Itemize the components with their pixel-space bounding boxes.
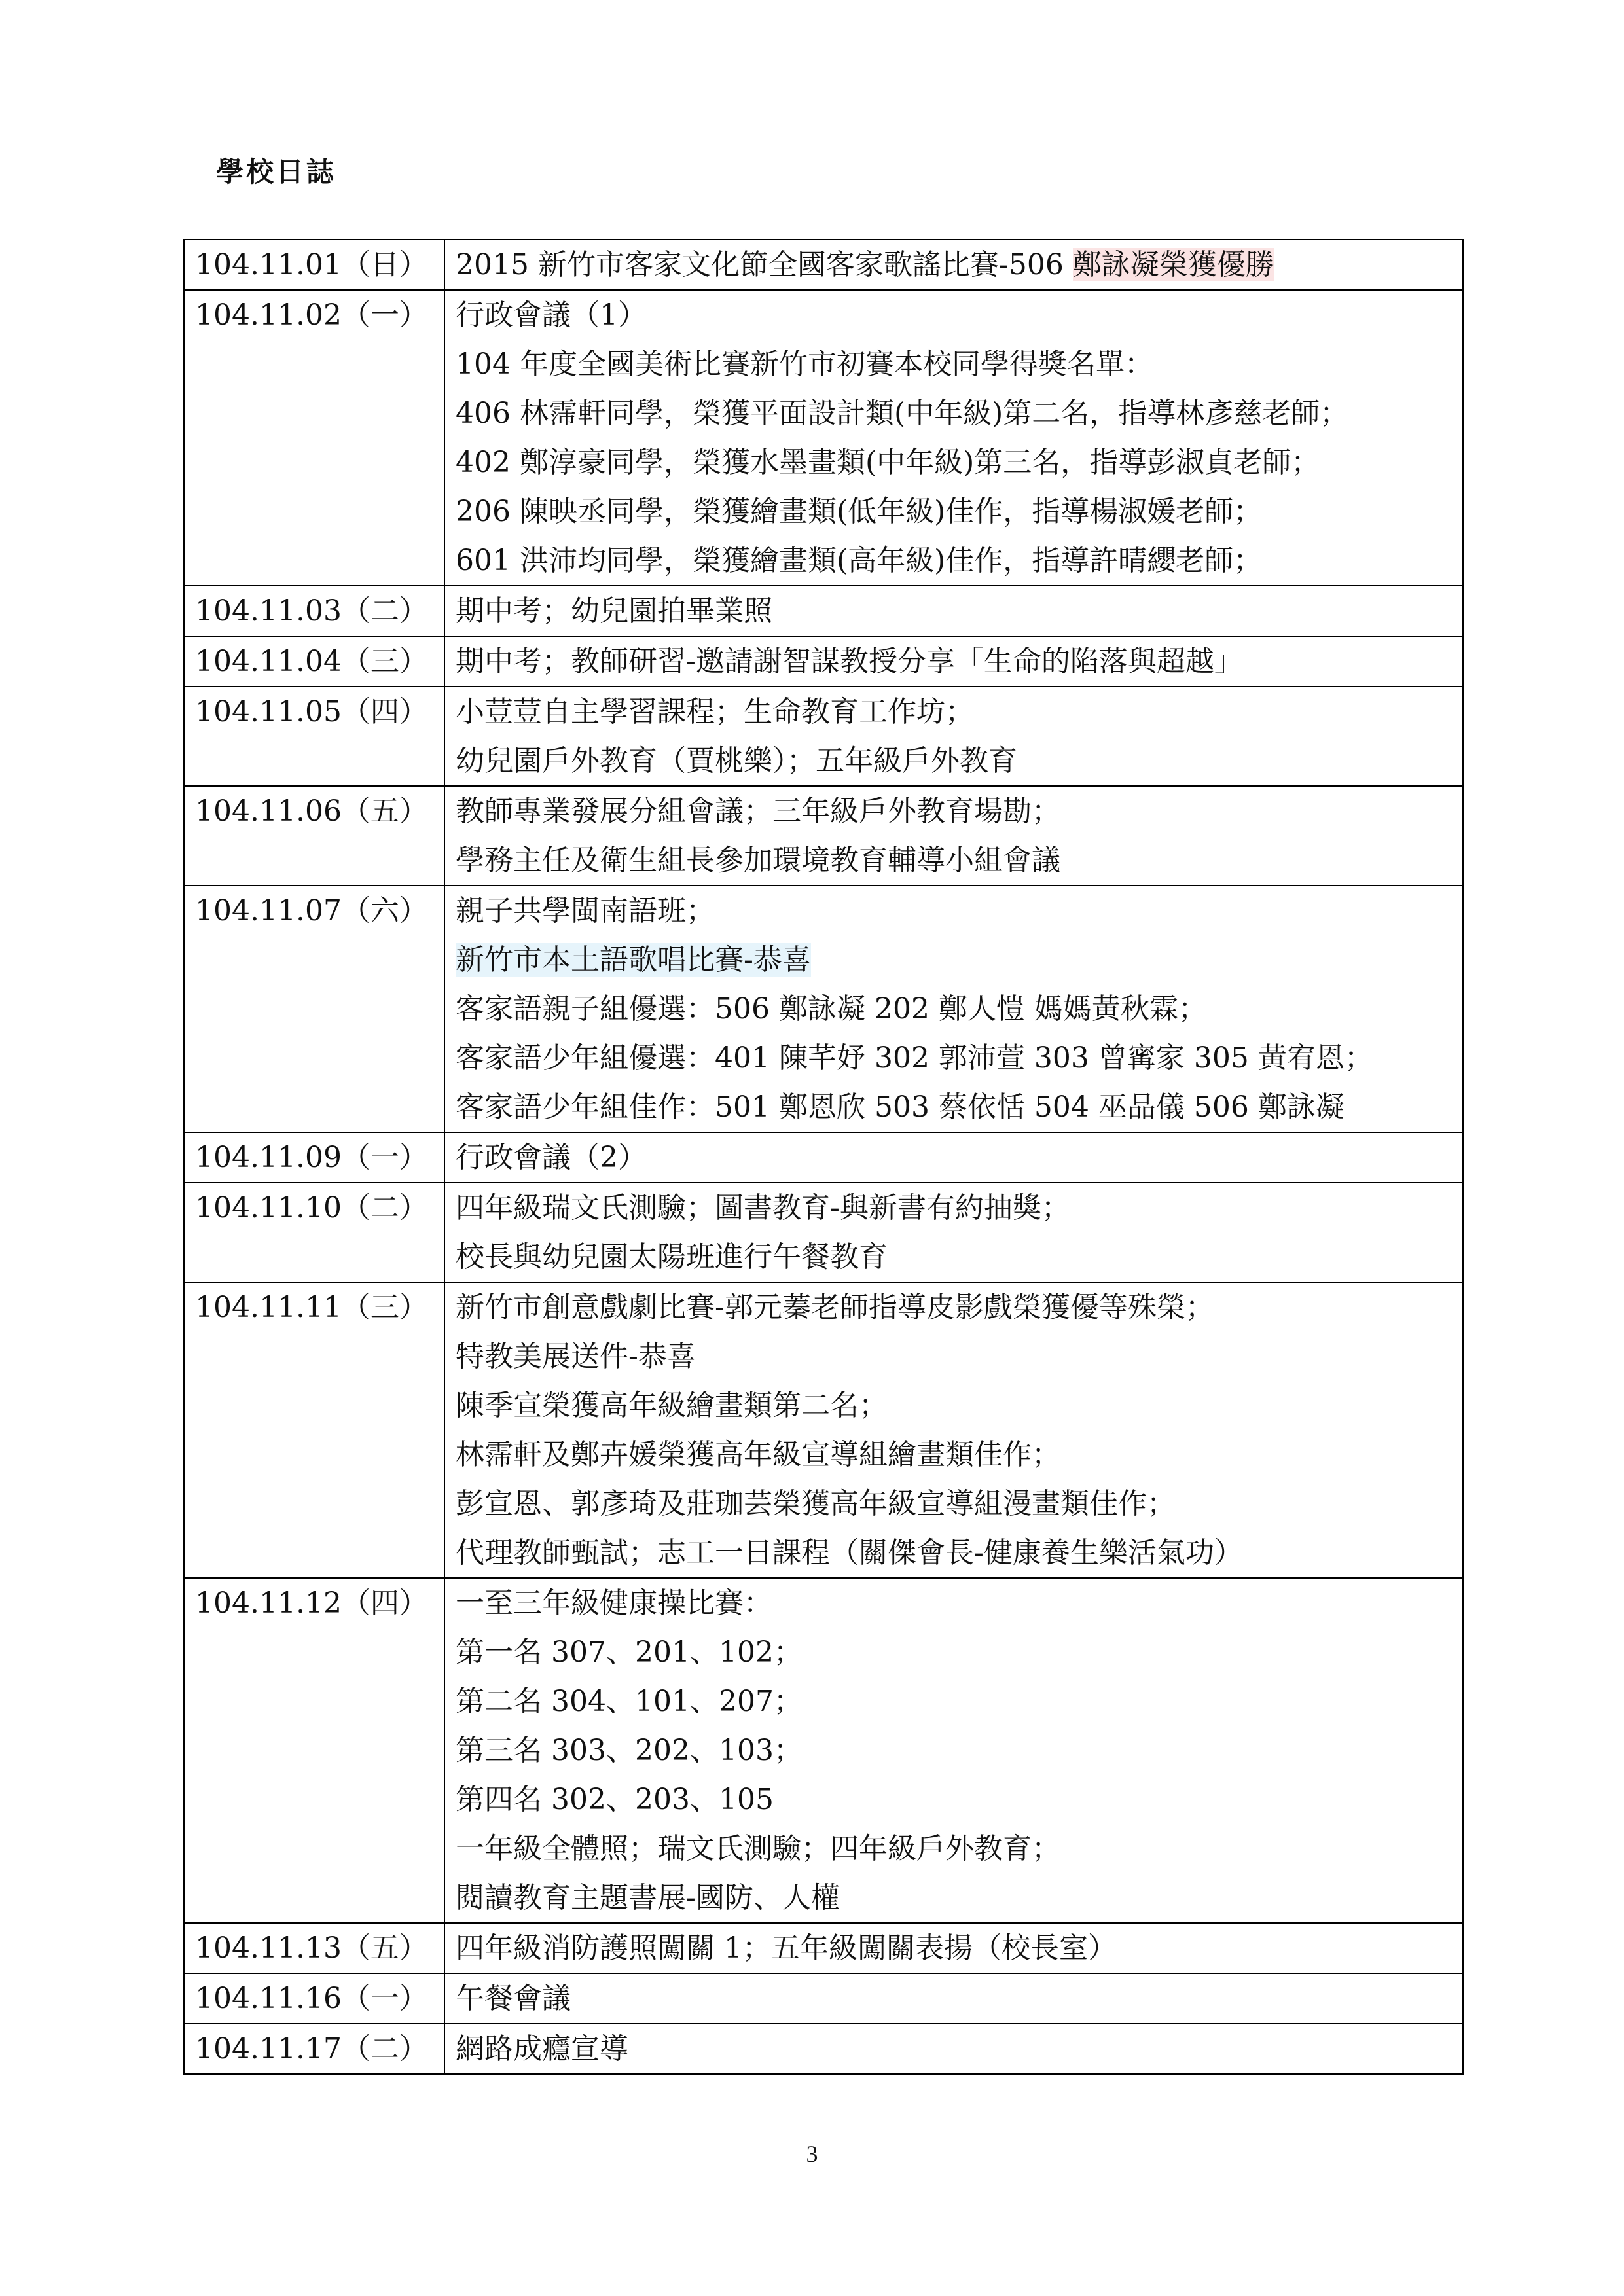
entry-line: 客家語親子組優選：506 鄭詠凝 202 鄭人愷 媽媽黃秋霖； [456,992,1207,1026]
page-title: 學校日誌 [216,156,337,188]
entry-line: 第一名 307、201、102； [456,1636,803,1669]
entry-line: 四年級消防護照闖關 1；五年級闖關表揚（校長室） [456,1931,1117,1965]
entry-line: 客家語少年組佳作：501 鄭恩欣 503 蔡依恬 504 巫品儀 506 鄭詠凝 [456,1090,1344,1124]
entry-content [444,240,1463,290]
entry-date: 104.11.11（三） [184,1282,444,1578]
entry-line: 601 洪沛均同學，榮獲繪畫類(高年級)佳作，指導許晴纓老師； [456,544,1263,577]
table-row [184,1578,1463,1923]
table-row [184,1132,1463,1183]
table-row [184,1923,1463,1973]
entry-line: 406 林霈軒同學，榮獲平面設計類(中年級)第二名，指導林彥慈老師； [456,397,1349,430]
entry-line: 206 陳映丞同學，榮獲繪畫類(低年級)佳作，指導楊淑媛老師； [456,495,1263,528]
table-row [184,1973,1463,2024]
highlighted-text: 鄭詠凝榮獲優勝 [1072,248,1274,281]
table-row [184,1183,1463,1282]
entry-content [444,786,1463,886]
entry-line: 陳季宣榮獲高年級繪畫類第二名； [456,1389,888,1422]
entry-line: 校長與幼兒園太陽班進行午餐教育 [456,1240,888,1274]
table-row [184,636,1463,687]
entry-date: 104.11.03（二） [184,586,444,636]
entry-date: 104.11.13（五） [184,1923,444,1973]
entry-date: 104.11.16（一） [184,1973,444,2024]
entry-line: 特教美展送件-恭喜 [456,1340,696,1373]
table-row [184,786,1463,886]
entry-date: 104.11.06（五） [184,786,444,886]
entry-date: 104.11.10（二） [184,1183,444,1282]
entry-line: 期中考；教師研習-邀請謝智謀教授分享「生命的陷落與超越」 [456,645,1243,678]
table-row [184,290,1463,586]
entry-date: 104.11.12（四） [184,1578,444,1923]
entry-date: 104.11.04（三） [184,636,444,687]
entry-line: 第二名 304、101、207； [456,1685,803,1718]
entry-line: 親子共學閩南語班； [456,894,715,927]
entry-line: 第三名 303、202、103； [456,1734,803,1767]
entry-line: 網路成癮宣導 [456,2032,628,2066]
entry-line: 104 年度全國美術比賽新竹市初賽本校同學得獎名單： [456,348,1153,381]
entry-content [444,290,1463,586]
entry-line: 第四名 302、203、105 [456,1783,774,1816]
entry-content [444,586,1463,636]
entry-content [444,1132,1463,1183]
entry-line: 幼兒園戶外教育（賈桃樂）；五年級戶外教育 [456,744,1017,778]
entry-line: 期中考；幼兒園拍畢業照 [456,594,772,628]
school-log-body [184,240,1463,2074]
entry-date: 104.11.01（日） [184,240,444,290]
entry-line: 行政會議（1） [456,298,647,332]
table-row [184,886,1463,1132]
entry-content [444,886,1463,1132]
entry-line: 一至三年級健康操比賽： [456,1587,772,1620]
table-row [184,240,1463,290]
entry-content [444,687,1463,786]
entry-line: 四年級瑞文氏測驗；圖書教育-與新書有約抽獎； [456,1191,1070,1225]
table-row [184,2024,1463,2074]
entry-date: 104.11.17（二） [184,2024,444,2074]
entry-line: 402 鄭淳豪同學，榮獲水墨畫類(中年級)第三名，指導彭淑貞老師； [456,446,1320,479]
entry-content [444,636,1463,687]
table-row [184,586,1463,636]
entry-line: 學務主任及衛生組長參加環境教育輔導小組會議 [456,844,1060,877]
entry-date: 104.11.05（四） [184,687,444,786]
entry-content [444,1183,1463,1282]
entry-line: 行政會議（2） [456,1141,647,1174]
highlighted-text: 新竹市本土語歌唱比賽-恭喜 [456,943,811,977]
entry-content [444,1923,1463,1973]
entry-date: 104.11.07（六） [184,886,444,1132]
entry-date: 104.11.02（一） [184,290,444,586]
entry-line: 小荳荳自主學習課程；生命教育工作坊； [456,695,974,728]
entry-line: 閱讀教育主題書展-國防、人權 [456,1881,840,1914]
entry-content [444,2024,1463,2074]
school-log-table [183,239,1464,2075]
table-row [184,687,1463,786]
page-number: 3 [806,2141,818,2167]
entry-line: 午餐會議 [456,1982,571,2015]
table-row [184,1282,1463,1578]
entry-line: 新竹市創意戲劇比賽-郭元蓁老師指導皮影戲榮獲優等殊榮； [456,1291,1214,1324]
entry-content [444,1578,1463,1923]
entry-line [456,935,1456,984]
entry-line: 一年級全體照；瑞文氏測驗；四年級戶外教育； [456,1832,1060,1865]
entry-line: 代理教師甄試；志工一日課程（關傑會長-健康養生樂活氣功） [456,1536,1243,1570]
entry-content [444,1282,1463,1578]
entry-line: 彭宣恩、郭彥琦及莊珈芸榮獲高年級宣導組漫畫類佳作； [456,1487,1176,1520]
entry-line: 客家語少年組優選：401 陳芊妤 302 郭沛萱 303 曾寗家 305 黃宥恩； [456,1041,1373,1075]
entry-content [444,1973,1463,2024]
entry-line: 林霈軒及鄭卉媛榮獲高年級宣導組繪畫類佳作； [456,1438,1060,1471]
entry-line: 2015 新竹市客家文化節全國客家歌謠比賽-506 鄭詠凝榮獲優勝 [456,248,1274,281]
entry-line: 教師專業發展分組會議；三年級戶外教育場勘； [456,795,1060,828]
entry-date: 104.11.09（一） [184,1132,444,1183]
